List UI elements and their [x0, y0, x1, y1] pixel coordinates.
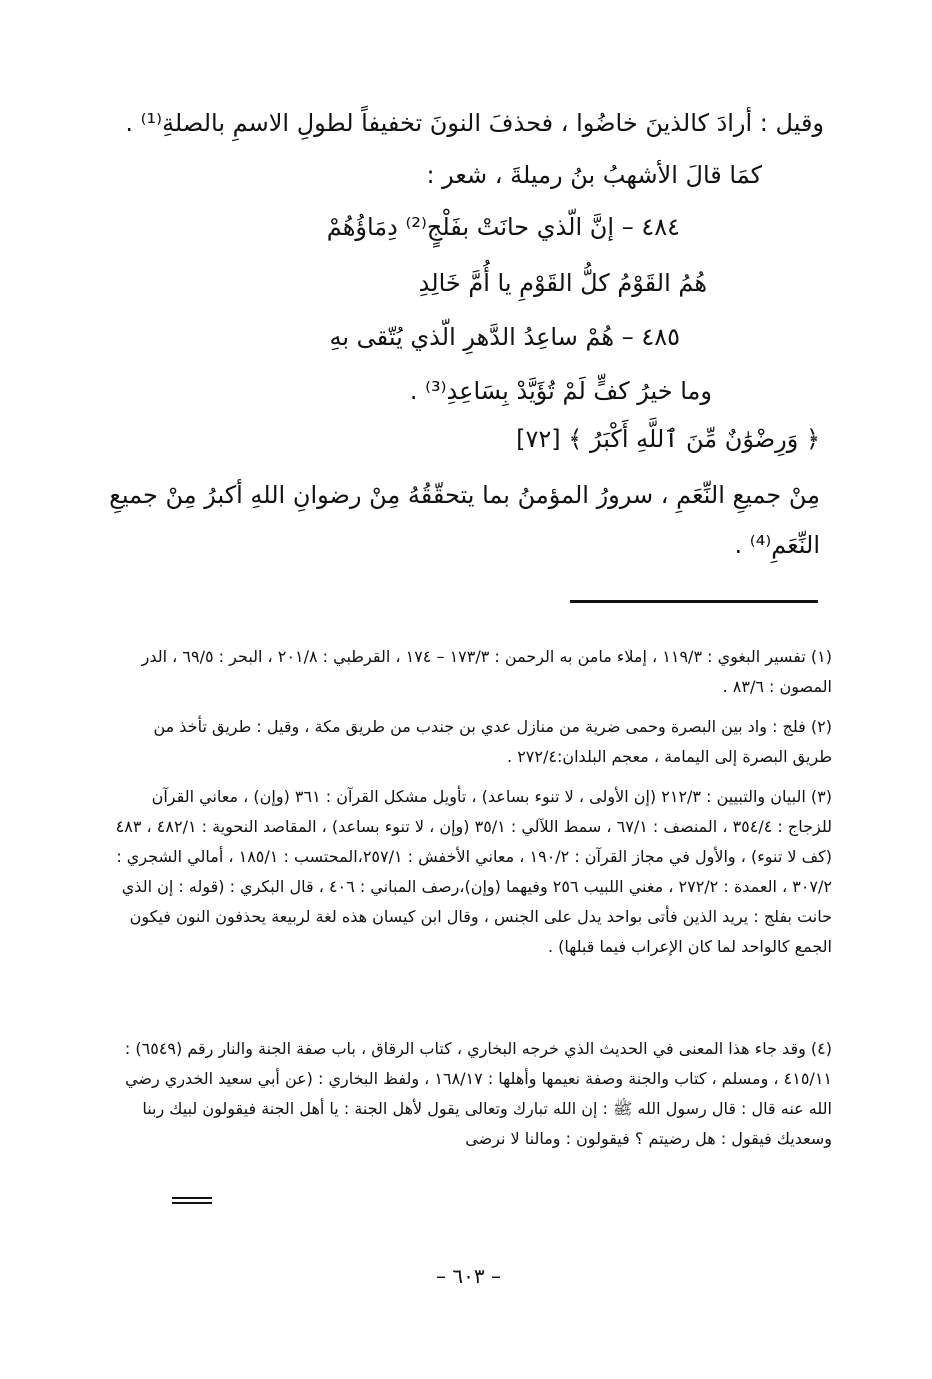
body-line-2: كمَا قالَ الأشهبُ بنُ رميلةَ ، شعر : — [426, 161, 762, 189]
body-line-1: وقيل : أرادَ كالذينَ خاضُوا ، فحذفَ النونَ تخفيفاً لطولِ الاسمِ بالصلةِ⁽¹⁾ . — [125, 109, 824, 137]
footnote-1 — [112, 642, 832, 702]
verse-484-second-hemistich: هُمُ القَوْمُ كلُّ القَوْمِ يا أُمَّ خَالِدِ — [418, 269, 707, 297]
footnote-1-number: (١) — [810, 647, 832, 666]
footnote-4-number: (٤) — [810, 1039, 832, 1058]
footnote-1-text: تفسير البغوي : ١١٩/٣ ، إملاء مامن به الرحمن : ١٧٣/٣ – ١٧٤ ، القرطبي : ٢٠١/٨ ، البحر : ٦٩/٥ ، الدر المصون : ٨٣/٦ . — [141, 647, 832, 696]
verse-485-second-hemistich: وما خيرُ كفٍّ لَمْ تُؤَيَّدْ بِسَاعِدِ⁽³⁾ . — [409, 377, 712, 405]
footnote-continuation-mark — [172, 1197, 212, 1204]
footnote-2-number: (٢) — [810, 717, 832, 736]
footnote-3-number: (٣) — [810, 787, 832, 806]
body-paragraph-line-2: النِّعَمِ⁽⁴⁾ . — [734, 531, 820, 559]
footnote-3 — [112, 782, 832, 962]
footnote-2-text: فلج : واد بين البصرة وحمى ضرية من منازل عدي بن جندب من طريق مكة ، وقيل : طريق تأخذ من طريق البصرة إلى اليمامة ، معجم البلدان:٢٧٢/٤ . — [153, 717, 832, 766]
footnote-2 — [112, 712, 832, 772]
page-number: – ٦٠٣ – — [436, 1264, 501, 1288]
footnote-3-text: البيان والتبيين : ٢١٢/٣ (إن الأولى ، لا تنوء بساعد) ، تأويل مشكل القرآن : ٣٦١ (وإن) ، معاني القرآن للزجاج : ٣٥٤/٤ ، المنصف : ٦٧/١ ، سمط اللآلي : ٣٥/١ (وإن ، لا تنوء بساعد) ، المقاصد النحوية : ٤٨٢/١ ، ٤٨٣ (كف لا تنوء) ، والأول في مجاز القرآن : ١٩٠/٢ ، معاني الأخفش : ٢٥٧/١،المحتسب : ١٨٥/١ ، أمالي الشجري : ٣٠٧/٢ ، العمدة : ٢٧٢/٢ ، مغني اللبيب ٢٥٦ وفيهما (وإن)،رصف المباني : ٤٠٦ ، قال البكري : (قوله : إن الذي حانت بفلج : يريد الذين فأتى بواحد يدل على الجنس ، وقال ابن كيسان هذه لغة لربيعة يحذفون النون فيكون الجمع كالواحد لما كان الإعراب فيما قبلها) . — [115, 787, 832, 956]
footnote-separator — [570, 600, 818, 603]
body-paragraph-line-1: مِنْ جميعِ النِّعَمِ ، سرورُ المؤمنُ بما يتحقّقُهُ مِنْ رضوانِ اللهِ أكبرُ مِنْ جميعِ — [109, 481, 820, 509]
verse-485-first-hemistich: ٤٨٥ – هُمْ ساعِدُ الدَّهرِ الّذي يُتّقى بهِ — [329, 323, 680, 351]
verse-484-first-hemistich: ٤٨٤ – إنَّ الّذي حانَتْ بفَلْجٍ⁽²⁾ دِمَاؤُهُمْ — [326, 213, 680, 241]
quran-verse: ﴿ وَرِضْوَٰنٌ مِّنَ ٱللَّهِ أَكْبَرُ ﴾ [٧٢] — [516, 425, 820, 453]
footnote-4 — [112, 1034, 832, 1154]
footnote-4-text: وقد جاء هذا المعنى في الحديث الذي خرجه البخاري ، كتاب الرقاق ، باب صفة الجنة والنار رقم (٦٥٤٩) : ٤١٥/١١ ، ومسلم ، كتاب والجنة وصفة نعيمها وأهلها : ١٦٨/١٧ ، ولفظ البخاري : (عن أبي سعيد الخدري رضي الله عنه قال : قال رسول الله ﷺ : إن الله تبارك وتعالى يقول لأهل الجنة : يا أهل الجنة فيقولون لبيك ربنا وسعديك فيقول : هل رضيتم ؟ فيقولون : ومالنا لا نرضى — [124, 1039, 832, 1148]
